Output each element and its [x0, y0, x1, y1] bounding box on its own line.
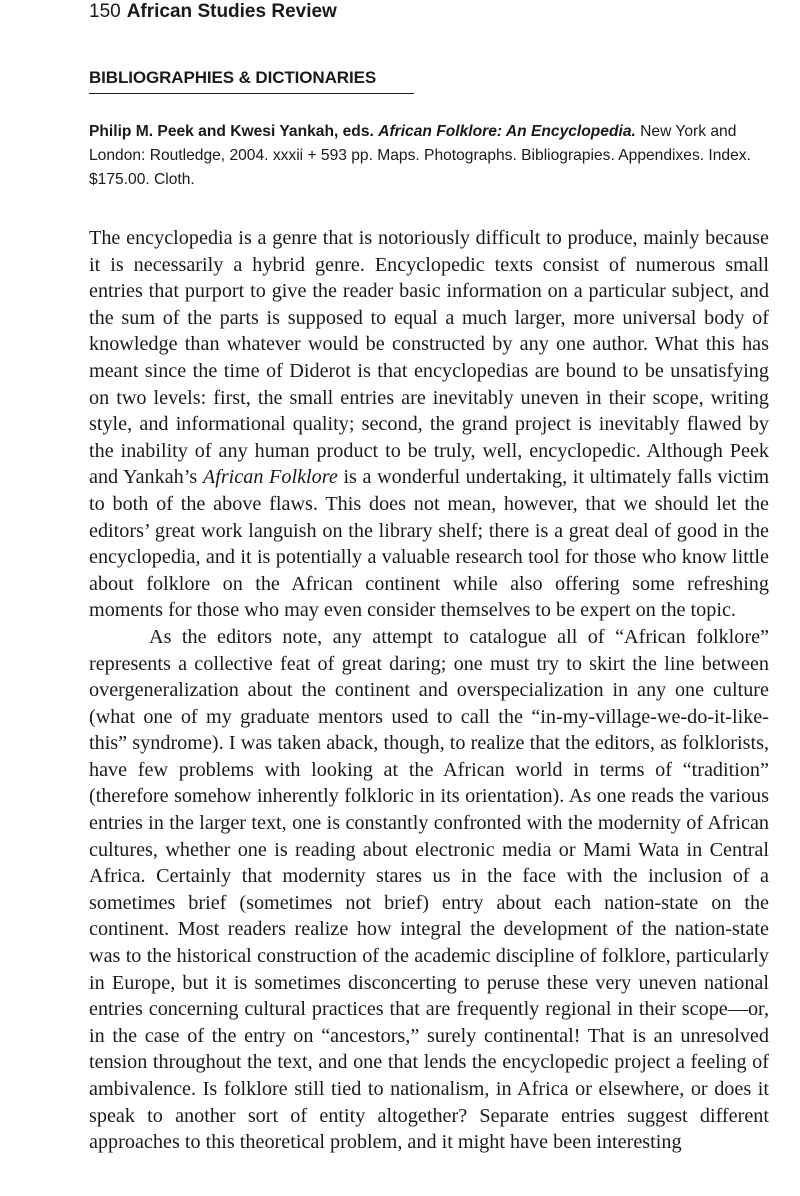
- book-title-italic: African Folklore: [202, 466, 338, 489]
- citation-authors: Philip M. Peek and Kwesi Yankah, eds.: [89, 123, 374, 140]
- section-heading-rule: [89, 93, 414, 94]
- citation-book-title: African Folklore: An Encyclopedia.: [378, 123, 636, 140]
- section-heading: BIBLIOGRAPHIES & DICTIONARIES: [89, 68, 377, 87]
- running-head: [89, 0, 769, 24]
- body-paragraph-1: [89, 225, 769, 624]
- citation-publication-details: New York and London: Routledge, 2004. xxxii + 593 pp. Maps. Photographs. Bibliograpies. Appendixes. Index. $175.00. Cloth.: [89, 123, 751, 188]
- paragraph-1-text-b: is a wonderful undertaking, it ultimately falls victim to both of the above flaws. This does not mean, however, that we should let the editors’ great work languish on the library shelf; there is a great deal of good in the encyclopedia, and it is potentially a valuable research tool for those who know little about folklore on the African continent while also offering some refreshing moments for those who may even consider themselves to be expert on the topic.: [89, 466, 770, 622]
- body-paragraph-2: As the editors note, any attempt to catalogue all of “African folklore” represents a collective feat of great daring; one must try to skirt the line between overgeneralization about the continent and overspecialization in any one culture (what one of my graduate mentors used to call the “in-my-village-we-do-it-like-this” syndrome). I was taken aback, though, to realize that the editors, as folklorists, have few problems with looking at the African world in terms of “tradition” (therefore somehow inherently folkloric in its orientation). As one reads the various entries in the larger text, one is constantly confronted with the modernity of African cultures, whether one is reading about electronic media or Mami Wata in Central Africa. Certainly that modernity stares us in the face with the inclusion of a sometimes brief (sometimes not brief) entry about each nation-state on the continent. Most readers realize how integral the development of the nation-state was to the historical construction of the academic discipline of folklore, particularly in Europe, but it is sometimes disconcerting to peruse these very uneven national entries concerning cultural practices that are frequently regional in their scope—or, in the case of the entry on “ancestors,” surely continental! That is an unresolved tension throughout the text, and one that lends the encyclopedic project a feeling of ambivalence. Is folklore still tied to nationalism, in Africa or elsewhere, or does it speak to another sort of entity altogether? Separate entries suggest different approaches to this theoretical problem, and it might have been interesting: [89, 625, 769, 1154]
- review-body: [89, 225, 769, 1156]
- page-number: 150: [89, 1, 121, 22]
- journal-title: African Studies Review: [126, 1, 337, 22]
- book-citation: [89, 120, 769, 192]
- paragraph-1-text-a: The encyclopedia is a genre that is notoriously difficult to produce, mainly because it is necessarily a hybrid genre. Encyclopedic texts consist of numerous small entries that purport to give the reader basic information on a particular subject, and the sum of the parts is supposed to equal a much larger, more universal body of knowledge than whatever would be constructed by any one author. What this has meant since the time of Diderot is that encyclopedias are bound to be unsatisfying on two levels: first, the small entries are inevitably uneven in their scope, writing style, and informational quality; second, the grand project is inevitably flawed by the inability of any human product to be truly, well, encyclopedic. Although Peek and Yankah’s: [89, 227, 769, 489]
